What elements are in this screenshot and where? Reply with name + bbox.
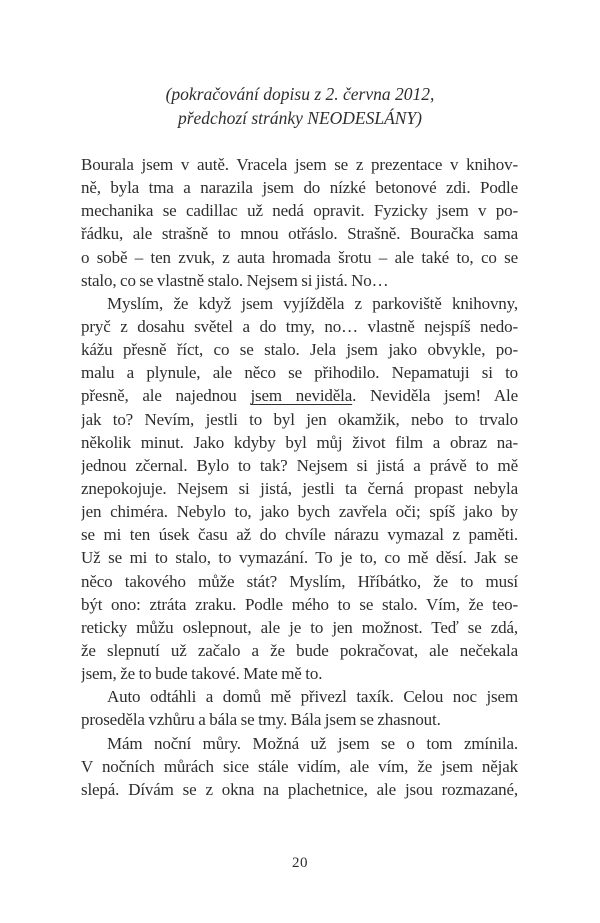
paragraph xyxy=(81,292,518,685)
text-line: se mi ten úsek času až do chvíle nárazu vymazal z paměti. xyxy=(81,525,518,545)
text-line: Bourala jsem v autě. Vracela jsem se z prezentace v knihov- xyxy=(81,155,518,174)
text-line: jsem, že to bude takové. Mate mě to. xyxy=(81,664,323,684)
text-line: reticky můžu oslepnout, ale je to jen možnost. Teď se zdá, xyxy=(81,617,518,637)
text-line: něco takového může stát? Myslím, Hříbátko, že to musí xyxy=(81,571,518,591)
text-line: několik minut. Jako kdyby byl můj život film a obraz na- xyxy=(81,432,518,452)
text-line: Myslím, že když jsem vyjížděla z parkoviště knihovny, xyxy=(107,293,518,313)
text-line: Už se mi to stalo, to vymazání. To je to, co mě děsí. Jak se xyxy=(81,548,518,568)
paragraph xyxy=(81,732,518,801)
page-number: 20 xyxy=(292,855,308,871)
text-line: Mám noční můry. Možná už jsem se o tom zmínila. xyxy=(107,733,518,753)
text-line: slepá. Dívám se z okna na plachetnice, ale jsou rozmazané, xyxy=(81,779,518,799)
header-line: (pokračování dopisu z 2. června 2012, xyxy=(165,84,435,104)
text-line: řádku, ale strašně to mnou otřáslo. Strašně. Bouračka sama xyxy=(81,224,518,244)
header-line: předchozí stránky NEODESLÁNY) xyxy=(177,108,423,128)
text-line: proseděla vzhůru a bála se tmy. Bála jsem se zhasnout. xyxy=(81,710,441,730)
text-line: že slepnutí už začalo a že bude pokračovat, ale nečekala xyxy=(81,640,518,660)
underlined-phrase: jsem neviděla xyxy=(250,386,353,406)
text-line: malu a plynule, ale něco se přihodilo. Nepamatuji si to xyxy=(81,363,518,383)
text-line: kážu přesně říct, co se stalo. Jela jsem jako obvykle, po- xyxy=(81,340,518,360)
text-line xyxy=(81,384,518,407)
text-line: ně, byla tma a narazila jsem do nízké betonové zdi. Podle xyxy=(81,178,518,198)
text-line: Auto odtáhli a domů mě přivezl taxík. Celou noc jsem xyxy=(107,687,518,707)
text-line: jednou zčernal. Bylo to tak? Nejsem si jistá a právě to mě xyxy=(81,455,518,475)
text-line: jen chiméra. Nebylo to, jako bych zavřela oči; spíš jako by xyxy=(81,502,518,522)
text-segment: . Neviděla jsem! Ale xyxy=(352,386,518,406)
text-line: V nočních můrách sice stále vidím, ale vím, že jsem nějak xyxy=(81,756,518,776)
text-line: jak to? Nevím, jestli to byl jen okamžik, nebo to trvalo xyxy=(81,409,518,429)
text-line: pryč z dosahu světel a do tmy, no… vlastně nejspíš nedo- xyxy=(81,316,518,336)
letter-continuation-note xyxy=(0,82,600,130)
text-line: mechanika se cadillac už nedá opravit. Fyzicky jsem v po- xyxy=(81,201,518,221)
text-segment: přesně, ale najednou xyxy=(81,386,251,406)
letter-body xyxy=(81,153,518,801)
text-line: o sobě – ten zvuk, z auta hromada šrotu – ale také to, co se xyxy=(81,247,518,267)
text-line: být ono: ztráta zraku. Podle mého to se stalo. Vím, že teo- xyxy=(81,594,518,614)
paragraph xyxy=(81,153,518,292)
text-line: stalo, co se vlastně stalo. Nejsem si jistá. No… xyxy=(81,270,389,290)
paragraph xyxy=(81,685,518,731)
text-line: znepokojuje. Nejsem si jistá, jestli ta černá propast nebyla xyxy=(81,478,518,498)
